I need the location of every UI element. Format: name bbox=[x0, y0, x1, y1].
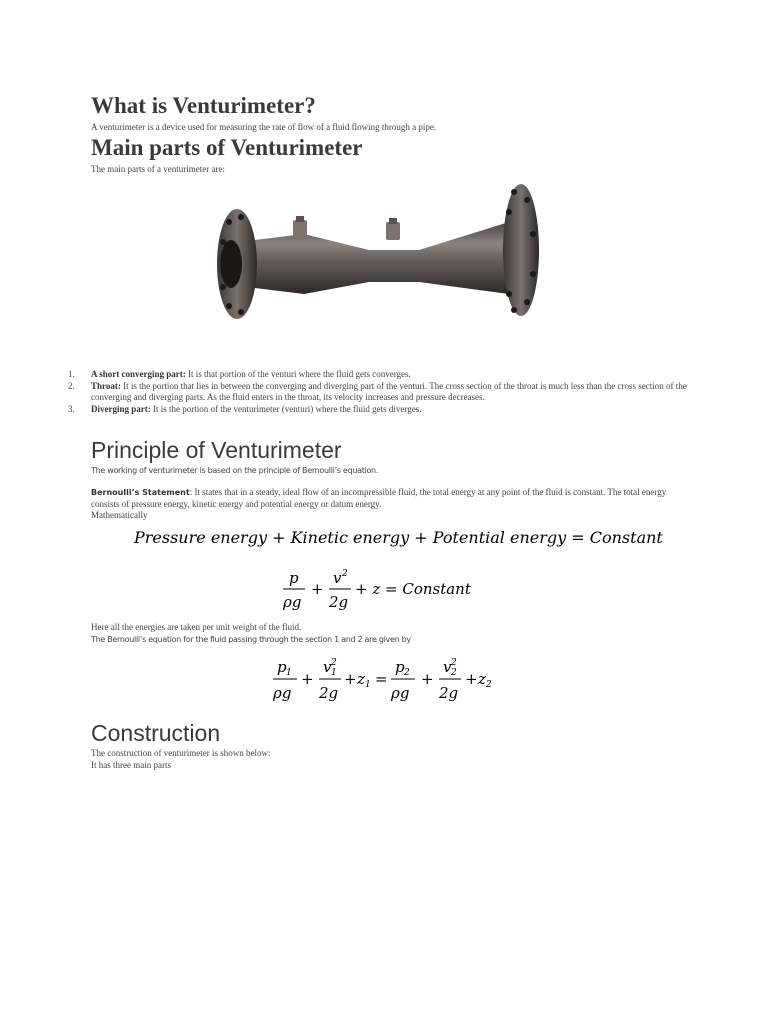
list-item-desc: It is the portion that lies in between the converging and diverging part of the venturi. The cross section of the throat is much less than the cross section of the converging and diverging parts. As the fluid enters in the throat, its velocity increases and pressure decreases. bbox=[91, 380, 687, 402]
main-parts-list bbox=[68, 369, 691, 415]
svg-text:2g: 2g bbox=[329, 593, 349, 611]
equation-energy: Pressure energy + Kinetic energy + Potential energy = Constant bbox=[134, 528, 663, 547]
list-item-term: Throat: bbox=[91, 380, 121, 391]
svg-text:2: 2 bbox=[404, 668, 410, 678]
mathematically-label: Mathematically bbox=[91, 510, 148, 520]
list-item-term: A short converging part: bbox=[91, 369, 186, 379]
svg-text:+: + bbox=[301, 670, 314, 688]
svg-text:+: + bbox=[344, 670, 357, 688]
bernoulli-term: Bernoulli’s Statement bbox=[91, 488, 190, 497]
list-item-desc: It is that portion of the venturi where the fluid gets converges. bbox=[185, 369, 411, 379]
list-item-number: 2. bbox=[68, 380, 75, 391]
svg-text:2: 2 bbox=[451, 658, 457, 668]
list-item bbox=[68, 380, 691, 404]
paragraph-what-is: A venturimeter is a device used for measuring the rate of flow of a fluid flowing through a pipe. bbox=[91, 122, 437, 132]
list-item-number: 3. bbox=[68, 403, 75, 414]
svg-text:p: p bbox=[277, 658, 287, 676]
paragraph-bernoulli-intro: The Bernoulli’s equation for the fluid passing through the section 1 and 2 are given by bbox=[91, 635, 411, 644]
svg-text:2: 2 bbox=[331, 658, 337, 668]
paragraph-three-parts: It has three main parts bbox=[91, 760, 171, 770]
svg-text:1: 1 bbox=[365, 680, 371, 690]
svg-text:v: v bbox=[323, 658, 332, 676]
svg-text:ρg: ρg bbox=[273, 684, 292, 702]
svg-text:2: 2 bbox=[451, 668, 457, 678]
svg-text:+: + bbox=[311, 580, 324, 598]
heading-construction: Construction bbox=[91, 720, 221, 746]
list-item-term: Diverging part: bbox=[91, 403, 151, 414]
svg-text:z: z bbox=[357, 670, 365, 688]
bernoulli-text: : It states that in a steady, ideal flow of an incompressible fluid, the total energy at any point of the fluid is constant. The total energy consists of pressure energy, kinetic energy and potential energy or datum energy. bbox=[91, 487, 667, 509]
paragraph-construction: The construction of venturimeter is shown below: bbox=[91, 748, 271, 758]
svg-text:ρg: ρg bbox=[391, 684, 410, 702]
paragraph-here: Here all the energies are taken per unit weight of the fluid. bbox=[91, 622, 302, 632]
venturimeter-image bbox=[209, 182, 543, 337]
list-item-number: 1. bbox=[68, 369, 75, 379]
list-item bbox=[68, 403, 691, 416]
svg-text:v: v bbox=[443, 658, 452, 676]
svg-text:v: v bbox=[333, 569, 342, 587]
svg-text:+: + bbox=[465, 670, 478, 688]
paragraph-bernoulli bbox=[91, 487, 691, 522]
svg-text:ρg: ρg bbox=[283, 593, 302, 611]
list-item-desc: It is the portion of the venturimeter (venturi) where the fluid gets diverges. bbox=[150, 403, 422, 414]
svg-text:2g: 2g bbox=[439, 684, 459, 702]
equation-bernoulli-sections bbox=[271, 654, 511, 706]
svg-text:+ z = Constant: + z = Constant bbox=[355, 580, 471, 598]
heading-main-parts: Main parts of Venturimeter bbox=[91, 135, 363, 160]
svg-text:1: 1 bbox=[331, 668, 337, 678]
svg-text:p: p bbox=[395, 658, 405, 676]
svg-text:2g: 2g bbox=[319, 684, 339, 702]
equation-bernoulli bbox=[281, 567, 481, 617]
svg-text:2: 2 bbox=[486, 680, 492, 690]
paragraph-main-parts: The main parts of a venturimeter are: bbox=[91, 164, 225, 174]
heading-principle: Principle of Venturimeter bbox=[91, 437, 342, 463]
svg-text:z: z bbox=[478, 670, 486, 688]
svg-text:=: = bbox=[375, 670, 388, 688]
svg-text:p: p bbox=[289, 569, 299, 587]
svg-text:+: + bbox=[421, 670, 434, 688]
svg-text:1: 1 bbox=[286, 668, 292, 678]
svg-text:2: 2 bbox=[342, 569, 348, 579]
list-item bbox=[68, 369, 691, 381]
paragraph-working: The working of venturimeter is based on the principle of Bernoulli’s equation. bbox=[91, 466, 379, 475]
heading-what-is: What is Venturimeter? bbox=[91, 93, 316, 118]
